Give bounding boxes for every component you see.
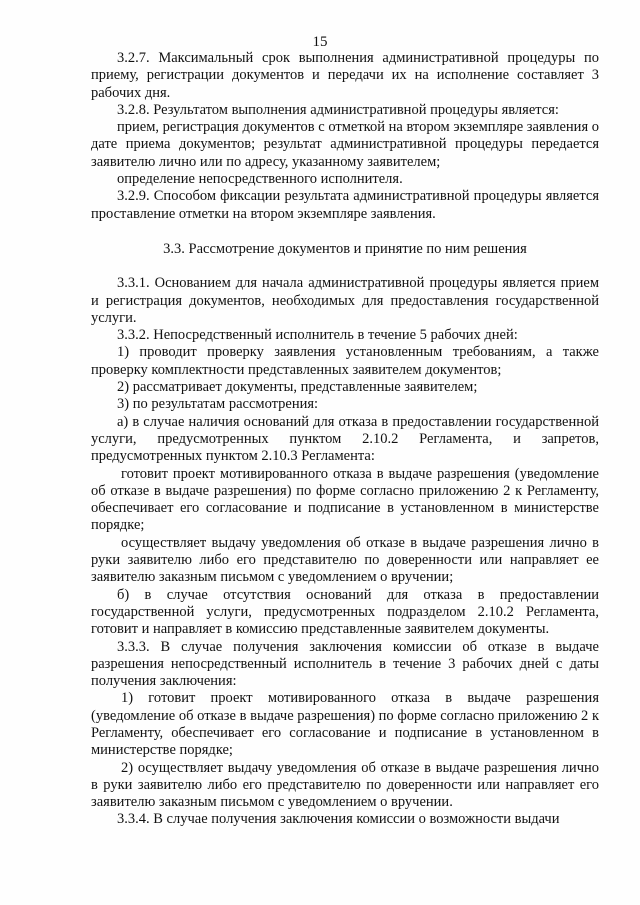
list-item-a: а) в случае наличия оснований для отказа в предоставлении государственной услуги, предусмотренных пунктом 2.10.2 Регламента, и запретов, предусмотренных пунктом 2.10.3 Регламента: <box>91 413 599 465</box>
paragraph-3-2-8-executor: определение непосредственного исполнителя. <box>117 171 403 188</box>
document-body <box>91 50 599 829</box>
paragraph-3-2-7: 3.2.7. Максимальный срок выполнения административной процедуры по приему, регистрации документов и передачи их на исполнение составляет 3 рабочих дня. <box>91 50 599 101</box>
list-item-a-issue: осуществляет выдачу уведомления об отказе в выдаче разрешения лично в руки заявителю либо его представителю по доверенности или направляет ее заявителю заказным письмом с уведомлением о вручении; <box>91 534 599 586</box>
page-number: 15 <box>312 34 328 50</box>
list-item-3-3-3-1: 1) готовит проект мотивированного отказа в выдаче разрешения (уведомление об отказе в выдаче разрешения) по форме согласно приложению 2 к Регламенту, обеспечивает его согласование и подписание в установленном в министерстве порядке; <box>91 690 599 759</box>
list-item-2: 2) рассматривает документы, представленные заявителем; <box>117 379 478 396</box>
list-item-3-3-3-2: 2) осуществляет выдачу уведомления об отказе в выдаче разрешения лично в руки заявителю либо его представителю по доверенности или направляет его заявителю заказным письмом с уведомлением о вручении. <box>91 759 599 811</box>
section-heading: 3.3. Рассмотрение документов и принятие по ним решения <box>163 240 527 257</box>
paragraph-3-3-2: 3.3.2. Непосредственный исполнитель в течение 5 рабочих дней: <box>117 327 518 344</box>
paragraph-3-3-3: 3.3.3. В случае получения заключения комиссии об отказе в выдаче разрешения непосредственный исполнитель в течение 3 рабочих дней с даты получения заключения: <box>91 638 599 690</box>
paragraph-3-3-1: 3.3.1. Основанием для начала административной процедуры является прием и регистрация документов, необходимых для предоставления государственной услуги. <box>91 275 599 326</box>
list-item-b: б) в случае отсутствия оснований для отказа в предоставлении государственной услуги, предусмотренных подразделом 2.10.2 Регламента, готовит и направляет в комиссию представленные заявителем документы. <box>91 586 599 638</box>
list-item-1: 1) проводит проверку заявления установленным требованиям, а также проверку комплектности представленных заявителем документов; <box>91 344 599 378</box>
list-item-3: 3) по результатам рассмотрения: <box>117 396 319 413</box>
list-item-a-prepare: готовит проект мотивированного отказа в выдаче разрешения (уведомление об отказе в выдаче разрешения) по форме согласно приложению 2 к Регламенту, обеспечивает его согласование и подписание в установленном в министерстве порядке; <box>91 465 599 534</box>
paragraph-3-2-8-reception: прием, регистрация документов с отметкой на втором экземпляре заявления о дате приема документов; результат административной процедуры передается заявителю лично или по адресу, указанному заявителем; <box>91 119 599 170</box>
paragraph-3-2-8: 3.2.8. Результатом выполнения административной процедуры является: <box>117 101 559 118</box>
paragraph-3-2-9: 3.2.9. Способом фиксации результата административной процедуры является проставление отметки на втором экземпляре заявления. <box>91 188 599 222</box>
paragraph-3-3-4: 3.3.4. В случае получения заключения комиссии о возможности выдачи <box>117 811 560 828</box>
